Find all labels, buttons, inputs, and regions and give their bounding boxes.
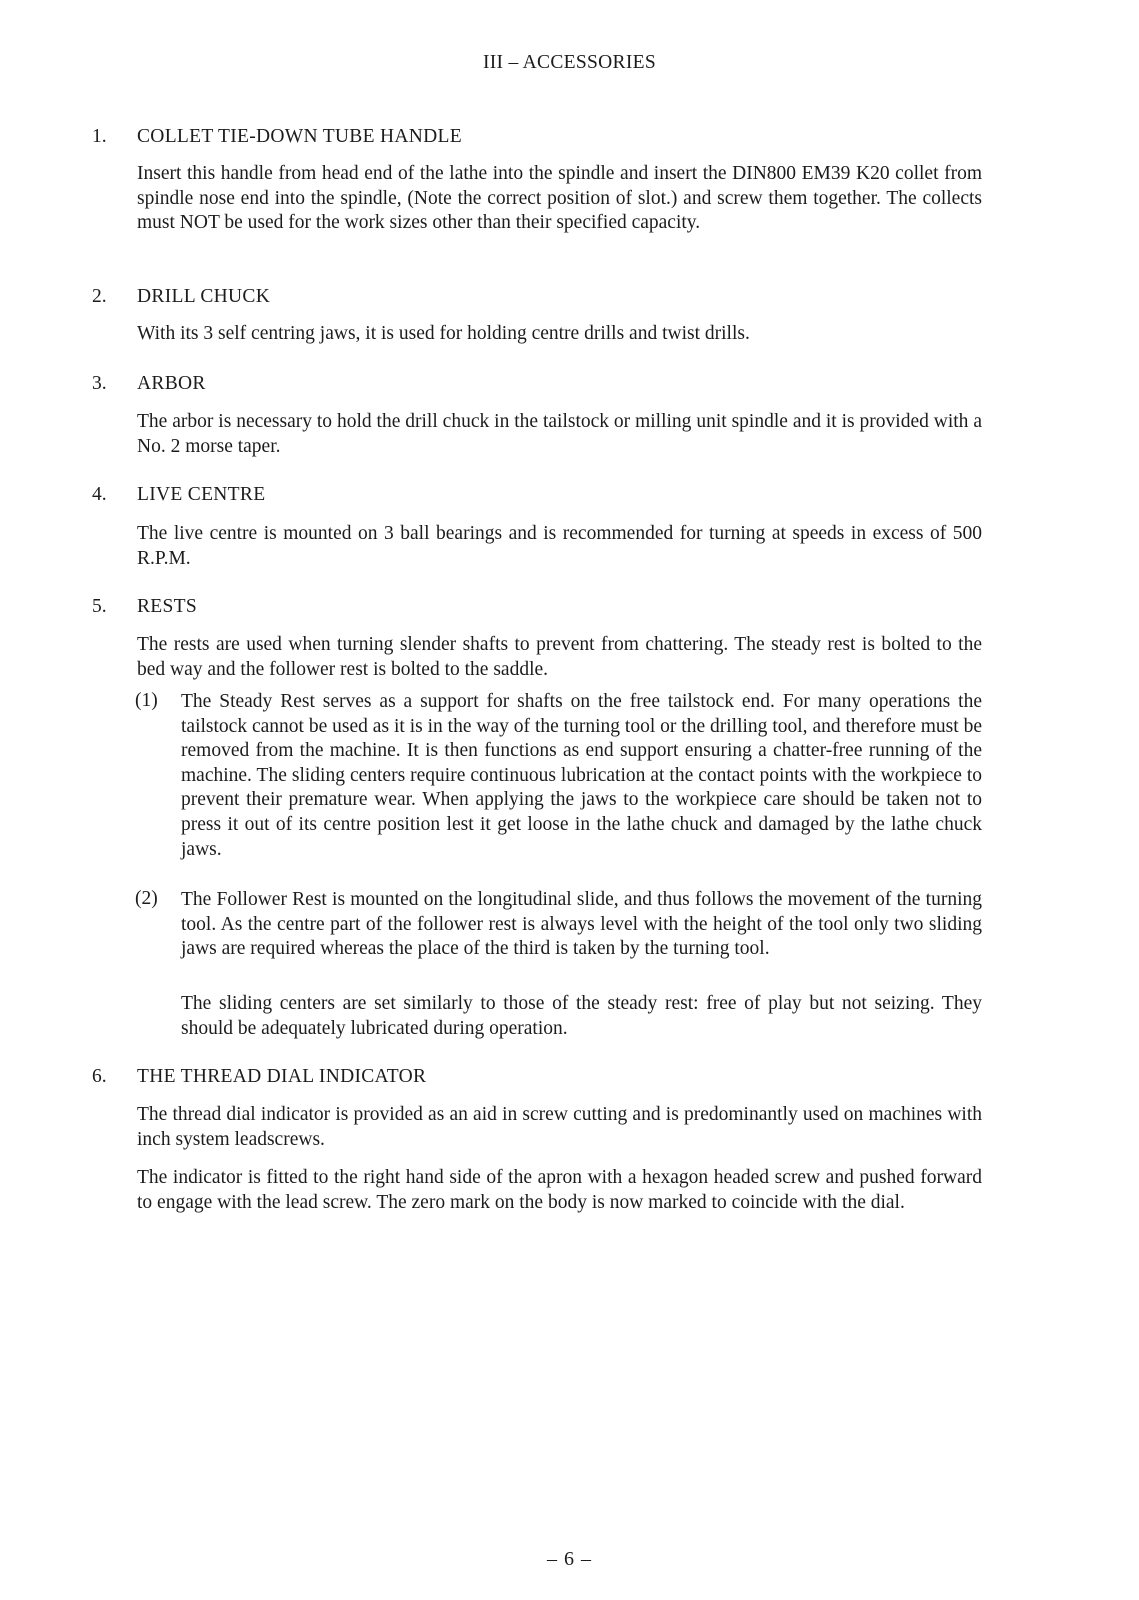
section-heading: ARBOR (137, 373, 206, 394)
section-paragraph: The indicator is fitted to the right hand side of the apron with a hexagon headed screw and pushed forward to engage with the lead screw. The zero mark on the body is now marked to coincide with the dial. (137, 1167, 982, 1213)
section-number: 2. (92, 286, 107, 307)
section-paragraph: The rests are used when turning slender shafts to prevent from chattering. The steady rest is bolted to the bed way and the follower rest is bolted to the saddle. (137, 634, 982, 680)
item-number: (2) (135, 888, 158, 909)
section-number: 1. (92, 126, 107, 147)
section-number: 3. (92, 373, 107, 394)
section-heading: THE THREAD DIAL INDICATOR (137, 1066, 427, 1087)
item-paragraph: The sliding centers are set similarly to those of the steady rest: free of play but not seizing. They should be adequately lubricated during operation. (181, 993, 982, 1039)
section-heading: COLLET TIE-DOWN TUBE HANDLE (137, 126, 462, 147)
item-paragraph: The Follower Rest is mounted on the longitudinal slide, and thus follows the movement of the turning tool. As the centre part of the follower rest is always level with the height of the tool only two sliding jaws are required whereas the place of the third is taken by the turning tool. (181, 889, 982, 960)
section-paragraph: The live centre is mounted on 3 ball bearings and is recommended for turning at speeds in excess of 500 R.P.M. (137, 523, 982, 569)
page-title: III – ACCESSORIES (482, 52, 657, 73)
section-number: 4. (92, 484, 107, 505)
section-heading: RESTS (137, 596, 198, 617)
page-number: – 6 – (547, 1548, 592, 1570)
section-paragraph: With its 3 self centring jaws, it is used for holding centre drills and twist drills. (137, 323, 750, 344)
section-heading: DRILL CHUCK (137, 286, 271, 307)
item-number: (1) (135, 690, 158, 711)
section-heading: LIVE CENTRE (137, 484, 266, 505)
section-paragraph: The arbor is necessary to hold the drill chuck in the tailstock or milling unit spindle and it is provided with a No. 2 morse taper. (137, 411, 982, 457)
section-paragraph: The thread dial indicator is provided as an aid in screw cutting and is predominantly used on machines with inch system leadscrews. (137, 1104, 982, 1150)
section-paragraph: Insert this handle from head end of the lathe into the spindle and insert the DIN800 EM39 K20 collet from spindle nose end into the spindle, (Note the correct position of slot.) and screw them together. The collects must NOT be used for the work sizes other than their specified capacity. (137, 163, 982, 234)
section-number: 5. (92, 596, 107, 617)
item-paragraph: The Steady Rest serves as a support for shafts on the free tailstock end. For many operations the tailstock cannot be used as it is in the way of the turning tool or the drilling tool, and therefore must be removed from the machine. It is then functions as end support ensuring a chatter-free running of the machine. The sliding centers require continuous lubrication at the contact points with the workpiece to prevent their premature wear. When applying the jaws to the workpiece care should be taken not to press it out of its centre position lest it get loose in the lathe chuck and damaged by the lathe chuck jaws. (181, 691, 982, 860)
section-number: 6. (92, 1066, 107, 1087)
